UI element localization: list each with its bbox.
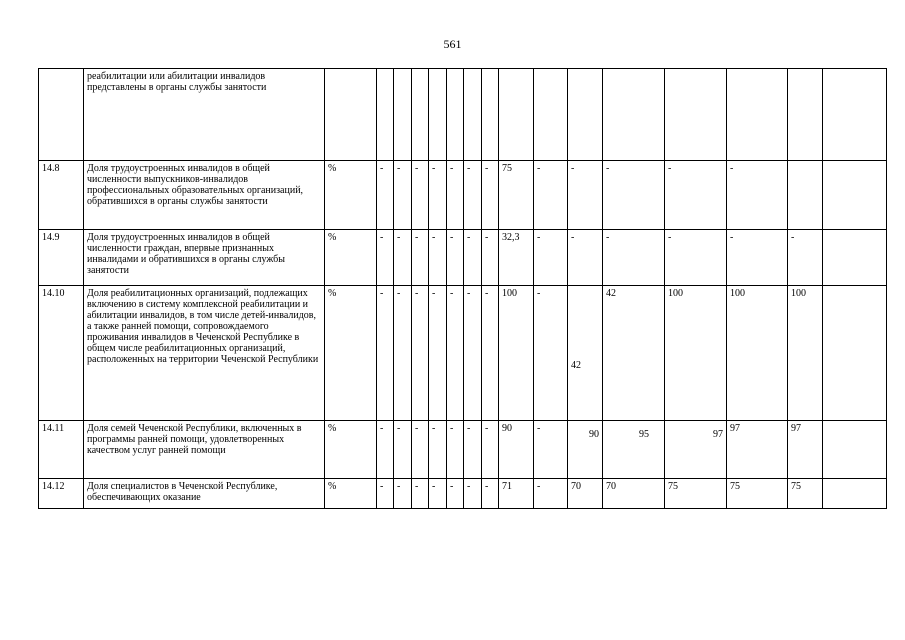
empty-cell <box>429 69 447 161</box>
table-row <box>39 286 887 421</box>
value-cell: - <box>464 161 482 230</box>
value-cell: - <box>534 161 568 230</box>
indicator-table <box>38 68 887 509</box>
value-cell: 97 <box>727 421 788 479</box>
value-cell: 100 <box>665 286 727 421</box>
value-cell: - <box>412 161 429 230</box>
value-cell: - <box>394 230 412 286</box>
value-text: 95 <box>639 429 649 440</box>
value-cell: - <box>788 230 823 286</box>
unit-cell: % <box>325 230 377 286</box>
value-cell: - <box>534 230 568 286</box>
value-cell <box>603 421 665 479</box>
value-cell: - <box>377 421 394 479</box>
value-cell <box>823 421 887 479</box>
value-cell: - <box>482 479 499 509</box>
row-number <box>39 69 84 161</box>
value-cell <box>823 286 887 421</box>
value-cell: - <box>603 161 665 230</box>
empty-cell <box>823 69 887 161</box>
value-cell <box>823 230 887 286</box>
value-cell: - <box>429 286 447 421</box>
value-cell <box>823 479 887 509</box>
empty-cell <box>482 69 499 161</box>
value-cell: - <box>394 421 412 479</box>
value-cell: - <box>727 230 788 286</box>
value-cell: 75 <box>727 479 788 509</box>
value-cell: - <box>464 479 482 509</box>
value-cell: 70 <box>568 479 603 509</box>
value-cell <box>788 161 823 230</box>
value-cell: - <box>727 161 788 230</box>
unit-cell: % <box>325 286 377 421</box>
unit-cell <box>325 69 377 161</box>
value-cell: - <box>447 230 464 286</box>
value-cell: - <box>534 479 568 509</box>
value-cell: - <box>377 230 394 286</box>
value-cell: 42 <box>603 286 665 421</box>
value-cell: 100 <box>499 286 534 421</box>
table-row <box>39 161 887 230</box>
row-number: 14.11 <box>39 421 84 479</box>
value-cell: - <box>464 286 482 421</box>
indicator-name: Доля трудоустроенных инвалидов в общей численности выпускников-инвалидов профессиональных образовательных организаций, обратившихся в органы службы занятости <box>84 161 325 230</box>
row-number: 14.12 <box>39 479 84 509</box>
indicator-name: Доля семей Чеченской Республики, включенных в программы ранней помощи, удовлетворенных качеством услуг ранней помощи <box>84 421 325 479</box>
value-cell: - <box>429 161 447 230</box>
value-cell: - <box>534 421 568 479</box>
empty-cell <box>499 69 534 161</box>
value-cell: 100 <box>788 286 823 421</box>
empty-cell <box>464 69 482 161</box>
empty-cell <box>447 69 464 161</box>
value-cell <box>568 421 603 479</box>
value-cell: - <box>447 286 464 421</box>
table-row <box>39 69 887 161</box>
value-cell: - <box>464 230 482 286</box>
value-cell: - <box>429 479 447 509</box>
unit-cell: % <box>325 421 377 479</box>
value-cell: - <box>464 421 482 479</box>
value-cell: - <box>482 421 499 479</box>
unit-cell: % <box>325 479 377 509</box>
value-cell: - <box>482 161 499 230</box>
value-cell: - <box>412 421 429 479</box>
page-number: 561 <box>443 37 462 51</box>
row-number: 14.9 <box>39 230 84 286</box>
value-cell: 71 <box>499 479 534 509</box>
empty-cell <box>568 69 603 161</box>
table-row <box>39 230 887 286</box>
value-cell <box>568 286 603 421</box>
value-cell: - <box>568 161 603 230</box>
empty-cell <box>603 69 665 161</box>
value-text: 90 <box>589 429 599 440</box>
value-cell: - <box>482 286 499 421</box>
value-cell: - <box>412 230 429 286</box>
row-number: 14.8 <box>39 161 84 230</box>
value-text: 97 <box>713 429 723 440</box>
value-text: 42 <box>571 360 581 371</box>
table-row <box>39 479 887 509</box>
value-cell: 70 <box>603 479 665 509</box>
value-cell: 90 <box>499 421 534 479</box>
value-cell: - <box>394 479 412 509</box>
empty-cell <box>727 69 788 161</box>
empty-cell <box>788 69 823 161</box>
empty-cell <box>534 69 568 161</box>
value-cell <box>823 161 887 230</box>
value-cell <box>665 421 727 479</box>
value-cell: - <box>429 230 447 286</box>
value-cell: - <box>394 286 412 421</box>
value-cell: - <box>447 421 464 479</box>
empty-cell <box>377 69 394 161</box>
row-number: 14.10 <box>39 286 84 421</box>
value-cell: 32,3 <box>499 230 534 286</box>
value-cell: - <box>665 161 727 230</box>
value-cell: - <box>568 230 603 286</box>
indicator-name: Доля трудоустроенных инвалидов в общей численности граждан, впервые признанных инвалидами и обратившихся в органы службы занятости <box>84 230 325 286</box>
empty-cell <box>394 69 412 161</box>
value-cell: - <box>412 479 429 509</box>
value-cell: - <box>603 230 665 286</box>
indicator-name: реабилитации или абилитации инвалидов представлены в органы службы занятости <box>84 69 325 161</box>
value-cell: 100 <box>727 286 788 421</box>
value-cell: - <box>534 286 568 421</box>
value-cell: - <box>394 161 412 230</box>
indicator-name: Доля реабилитационных организаций, подлежащих включению в систему комплексной реабилитации и абилитации инвалидов, в том числе детей-инвалидов, а также ранней помощи, сопровождаемого проживания инвалидов в Чеченской Республике в общем числе реабилитационных организаций, расположенных на территории Чеченской Республики <box>84 286 325 421</box>
value-cell: - <box>482 230 499 286</box>
table-row <box>39 421 887 479</box>
empty-cell <box>665 69 727 161</box>
indicator-name: Доля специалистов в Чеченской Республике, обеспечивающих оказание <box>84 479 325 509</box>
value-cell: - <box>665 230 727 286</box>
value-cell: 75 <box>499 161 534 230</box>
value-cell: - <box>447 161 464 230</box>
unit-cell: % <box>325 161 377 230</box>
value-cell: - <box>429 421 447 479</box>
value-cell: - <box>377 286 394 421</box>
value-cell: 97 <box>788 421 823 479</box>
value-cell: - <box>412 286 429 421</box>
value-cell: - <box>447 479 464 509</box>
value-cell: - <box>377 161 394 230</box>
empty-cell <box>412 69 429 161</box>
value-cell: 75 <box>665 479 727 509</box>
value-cell: - <box>377 479 394 509</box>
value-cell: 75 <box>788 479 823 509</box>
